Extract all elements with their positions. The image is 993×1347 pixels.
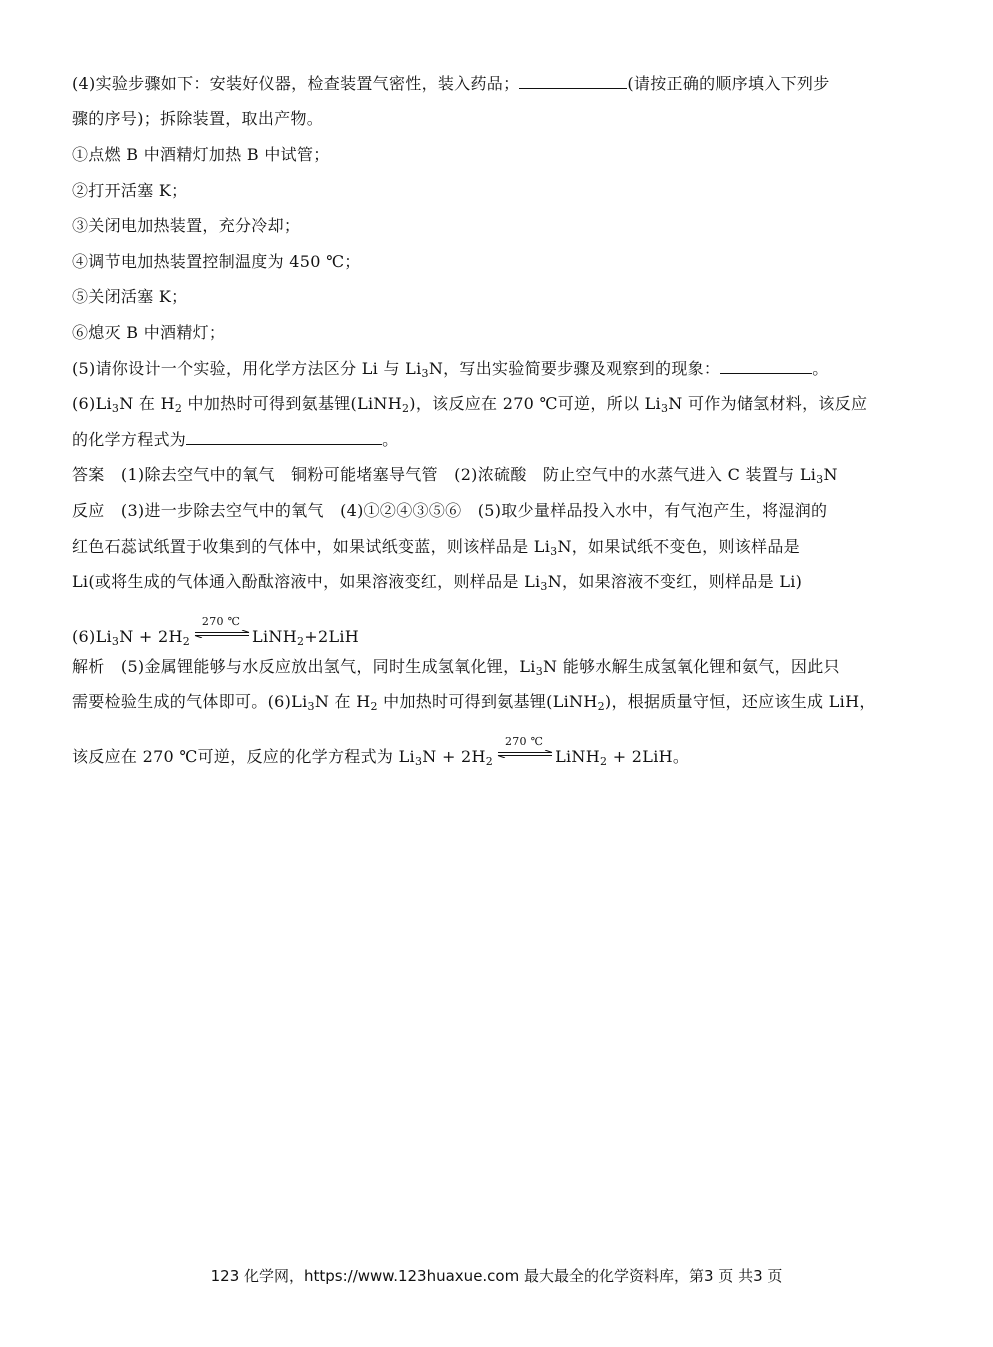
subscript: 3	[816, 473, 824, 486]
text: 。	[812, 359, 829, 378]
subscript: 3	[111, 635, 120, 648]
subscript: 2	[597, 700, 605, 713]
subscript: 2	[182, 635, 191, 648]
answer-blank	[186, 430, 382, 445]
text: (5)请你设计一个实验，用化学方法区分 Li 与 Li	[72, 359, 422, 378]
analysis-line-1	[72, 657, 840, 677]
step-1: ①点燃 B 中酒精灯加热 B 中试管；	[72, 145, 330, 164]
subscript: 3	[660, 402, 669, 415]
answer-blank	[519, 74, 627, 89]
text: N 可作为储氢材料，该反应	[668, 394, 868, 413]
answer-line-2: 反应 (3)进一步除去空气中的氧气 (4)①②④③⑤⑥ (5)取少量样品投入水中，有气泡产生，将湿润的	[72, 501, 828, 520]
equilibrium-arrow-icon	[194, 630, 250, 638]
answer-line-4	[72, 572, 802, 592]
step-4: ④调节电加热装置控制温度为 450 ℃；	[72, 252, 361, 271]
page-footer: 123 化学网，https://www.123huaxue.com 最大最全的化学资料库，第3 页 共3 页	[210, 1267, 783, 1285]
text: N 在 H	[314, 692, 371, 711]
text: LiNH	[252, 627, 297, 646]
question-5	[72, 359, 829, 379]
text: N，如果试纸不变色，则该样品是	[557, 537, 800, 556]
text: + 2LiH。	[607, 747, 690, 766]
text: N + 2H	[119, 627, 183, 646]
equilibrium-arrow-icon	[497, 750, 553, 758]
text: (请按正确的顺序填入下列步	[627, 74, 830, 93]
text: 中加热时可得到氨基锂(LiNH	[182, 394, 402, 413]
text: 需要检验生成的气体即可。(6)Li	[72, 692, 308, 711]
text: LiNH	[555, 747, 600, 766]
analysis-line-2	[72, 692, 876, 712]
subscript: 3	[550, 545, 558, 558]
analysis-line-3	[72, 735, 690, 768]
text: (4)实验步骤如下：安装好仪器，检查装置气密性，装入药品；	[72, 74, 520, 93]
reaction-condition: 270 ℃	[201, 615, 241, 628]
subscript: 2	[600, 755, 608, 768]
subscript: 2	[485, 755, 494, 768]
reversible-reaction-arrow	[190, 615, 252, 642]
answer-line-3	[72, 537, 800, 557]
subscript: 2	[370, 700, 378, 713]
text: 该反应在 270 ℃可逆，反应的化学方程式为 Li	[72, 747, 415, 766]
text: N	[823, 465, 838, 484]
text: +2LiH	[304, 627, 360, 646]
step-2: ②打开活塞 K；	[72, 181, 188, 200]
question-6	[72, 394, 867, 414]
subscript: 3	[540, 580, 548, 593]
subscript: 3	[414, 755, 423, 768]
step-6: ⑥熄灭 B 中酒精灯；	[72, 323, 226, 342]
text: (6)Li	[72, 627, 112, 646]
reaction-condition: 270 ℃	[504, 735, 544, 748]
reversible-reaction-arrow	[493, 735, 555, 762]
text: 的化学方程式为	[72, 430, 187, 449]
text: N，如果溶液不变红，则样品是 Li)	[547, 572, 803, 591]
text: N，写出实验简要步骤及观察到的现象：	[428, 359, 721, 378]
subscript: 3	[307, 700, 315, 713]
subscript: 3	[535, 665, 544, 678]
question-6-line-2	[72, 430, 398, 450]
text: N 能够水解生成氢氧化锂和氨气，因此只	[543, 657, 840, 676]
answer-equation	[72, 615, 360, 648]
text: N + 2H	[422, 747, 486, 766]
text: (6)Li	[72, 394, 112, 413]
text: 。	[382, 430, 399, 449]
subscript: 2	[296, 635, 305, 648]
text: 答案 (1)除去空气中的氧气 铜粉可能堵塞导气管 (2)浓硫酸 防止空气中的水蒸气进入 C 装置与 Li	[72, 465, 817, 484]
text: Li(或将生成的气体通入酚酞溶液中，如果溶液变红，则样品是 Li	[72, 572, 541, 591]
question-4-line-2: 骤的序号)；拆除装置，取出产物。	[72, 109, 324, 128]
step-5: ⑤关闭活塞 K；	[72, 287, 188, 306]
step-3: ③关闭电加热装置，充分冷却；	[72, 216, 301, 235]
text: N 在 H	[119, 394, 175, 413]
text: 红色石蕊试纸置于收集到的气体中，如果试纸变蓝，则该样品是 Li	[72, 537, 551, 556]
answer-blank	[720, 359, 812, 374]
question-4-line	[72, 74, 830, 94]
answer-line-1	[72, 465, 838, 485]
subscript: 3	[111, 402, 120, 415]
text: 中加热时可得到氨基锂(LiNH	[377, 692, 598, 711]
text: 解析 (5)金属锂能够与水反应放出氢气，同时生成氢氧化锂，Li	[72, 657, 536, 676]
subscript: 2	[174, 402, 183, 415]
text: )，根据质量守恒，还应该生成 LiH，	[604, 692, 876, 711]
text: )，该反应在 270 ℃可逆，所以 Li	[409, 394, 661, 413]
subscript: 2	[401, 402, 410, 415]
subscript: 3	[421, 367, 429, 380]
